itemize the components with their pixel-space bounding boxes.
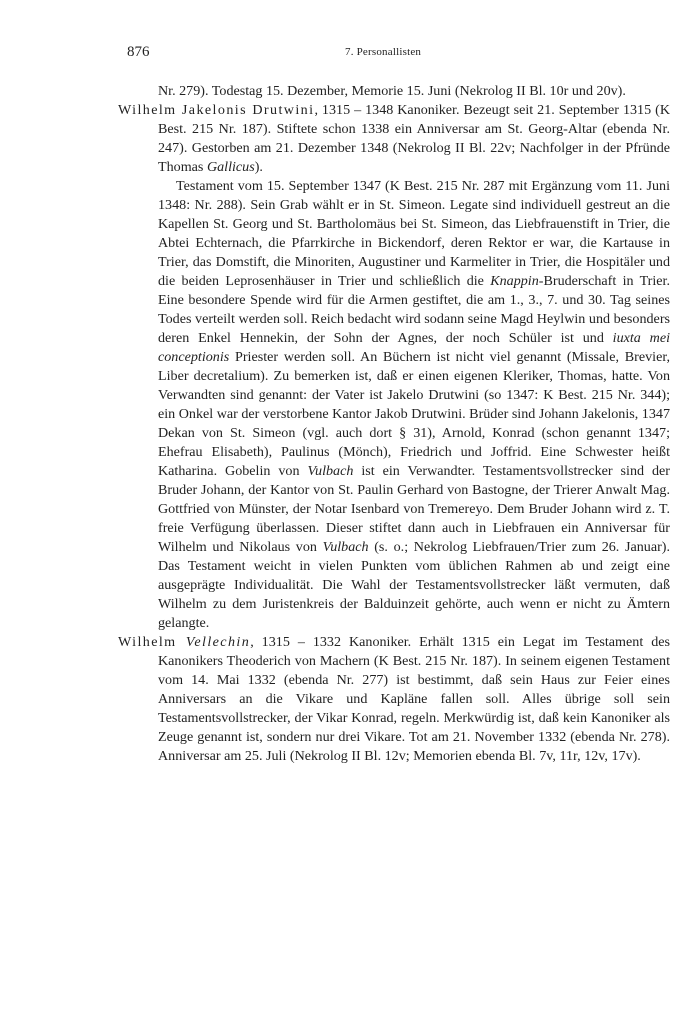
- italic-term: Vulbach: [322, 539, 369, 555]
- running-head: 7. Personallisten: [345, 46, 422, 58]
- entry-text: -Bruderschaft in Trier. Eine besondere Spende wird für die Armen gestiftet, die am 1., 3., 7. und 30. Tag seines Todes verteilt werden soll. Reich bedacht wird sodann seine Magd Heylwin und besonders deren Enkel Hennekin, der Sohn der Agnes, der noch Schüler ist und: [158, 273, 670, 346]
- italic-term: Gallicus: [206, 159, 255, 175]
- page-body: [118, 82, 670, 766]
- entry-text: , 1315 – 1332 Kanoniker. Erhält 1315 ein Legat im Testament des Kanonikers Theoderich von Machern (K Best. 215 Nr. 187). In seinem eigenen Testament vom 14. Mai 1332 (ebenda Nr. 277) ist bestimmt, daß sein Haus zur Feier eines Anniversars an die Vikare und Kapläne fallen soll. Alles übrige soll sein Testamentsvollstrecker, der Vikar Konrad, regeln. Merkwürdig ist, daß kein Kanoniker als Zeuge genannt ist, sondern nur drei Vikare. Tot am 21. November 1332 (ebenda Nr. 278). Anniversar am 25. Juli (Nekrolog II Bl. 12v; Memorien ebenda Bl. 7v, 11r, 12v, 17v).: [158, 634, 670, 764]
- italic-term: Knappin: [490, 273, 539, 289]
- entry-drutwini: [118, 101, 670, 177]
- entry-name: Wilhelm Jakelonis Drutwini: [118, 102, 315, 118]
- entry-text: , 1315 – 1348 Kanoniker. Bezeugt seit 21. September 1315 (K Best. 215 Nr. 187). Stiftete schon 1338 ein Anniversar am St. Georg-Altar (ebenda Nr. 247). Gestorben am 21. Dezember 1348 (Nekrolog II Bl. 22v; Nachfolger in der Pfründe Thomas: [158, 102, 670, 175]
- entry-text: ).: [254, 159, 263, 175]
- page-number: 876: [127, 44, 150, 60]
- continued-entry-text: Nr. 279). Todestag 15. Dezember, Memorie 15. Juni (Nekrolog II Bl. 10r und 20v).: [158, 83, 626, 99]
- entry-text: Priester werden soll. An Büchern ist nicht viel genannt (Missale, Brevier, Liber decretalium). Zu bemerken ist, daß er einen eigenen Kleriker, Thomas, hatte. Von Verwandten sind genannt: der Vater ist Jakelo Drutwini (so 1347: K Best. 215 Nr. 344); ein Onkel war der verstorbene Kantor Jakob Drutwini. Brüder sind Johann Jakelonis, 1347 Dekan von St. Simeon (vgl. auch dort § 31), Arnold, Konrad (schon genannt 1347; Ehefrau Elisabeth), Paulinus (Mönch), Friedrich und Joffrid. Eine Schwester heißt Katharina. Gobelin von: [158, 349, 670, 479]
- entry-name: Wilhelm: [118, 634, 186, 650]
- entry-name-italic: Vellechin: [185, 634, 251, 650]
- entry-text: (s. o.; Nekrolog Liebfrauen/Trier zum 26. Januar). Das Testament weicht in vielen Punkten vom üblichen Rahmen ab und zeigt eine ausgeprägte Individualität. Die Wahl der Testamentsvollstrecker läßt vermuten, daß Wilhelm zu dem Juristenkreis der Balduinzeit gehörte, auch wenn er nicht zu Ämtern gelangte.: [158, 539, 671, 631]
- continued-entry: [118, 82, 670, 101]
- entry-drutwini-testament: [118, 177, 670, 633]
- italic-term: iuxta mei conceptionis: [158, 330, 670, 365]
- entry-vellechin: [118, 633, 670, 766]
- italic-term: Vulbach: [307, 463, 354, 479]
- entry-text: Testament vom 15. September 1347 (K Best. 215 Nr. 287 mit Ergänzung vom 11. Juni 1348: Nr. 288). Sein Grab wählt er in St. Simeon. Legate sind individuell gestreut an die Kapellen St. Georg und St. Bartholomäus bei St. Simeon, das Liebfrauenstift in Trier, die Abtei Echternach, die Pfarrkirche in Bickendorf, deren Rektor er war, die Kartause in Trier, das Domstift, die Minoriten, Augustiner und Karmeliter in Trier, die Hospitäler und die beiden Leprosenhäuser in Trier und schließlich die: [158, 178, 670, 289]
- entry-text: ist ein Verwandter. Testamentsvollstrecker sind der Bruder Johann, der Kantor von St. Paulin Gerhard von Bastogne, der Trierer Anwalt Mag. Gottfried von Münster, der Notar Isenbard von Tremereyo. Dem Bruder Johann wird z. T. freie Verfügung überlassen. Dieser stiftet dann auch in Liebfrauen ein Anniversar für Wilhelm und Nikolaus von: [158, 463, 670, 555]
